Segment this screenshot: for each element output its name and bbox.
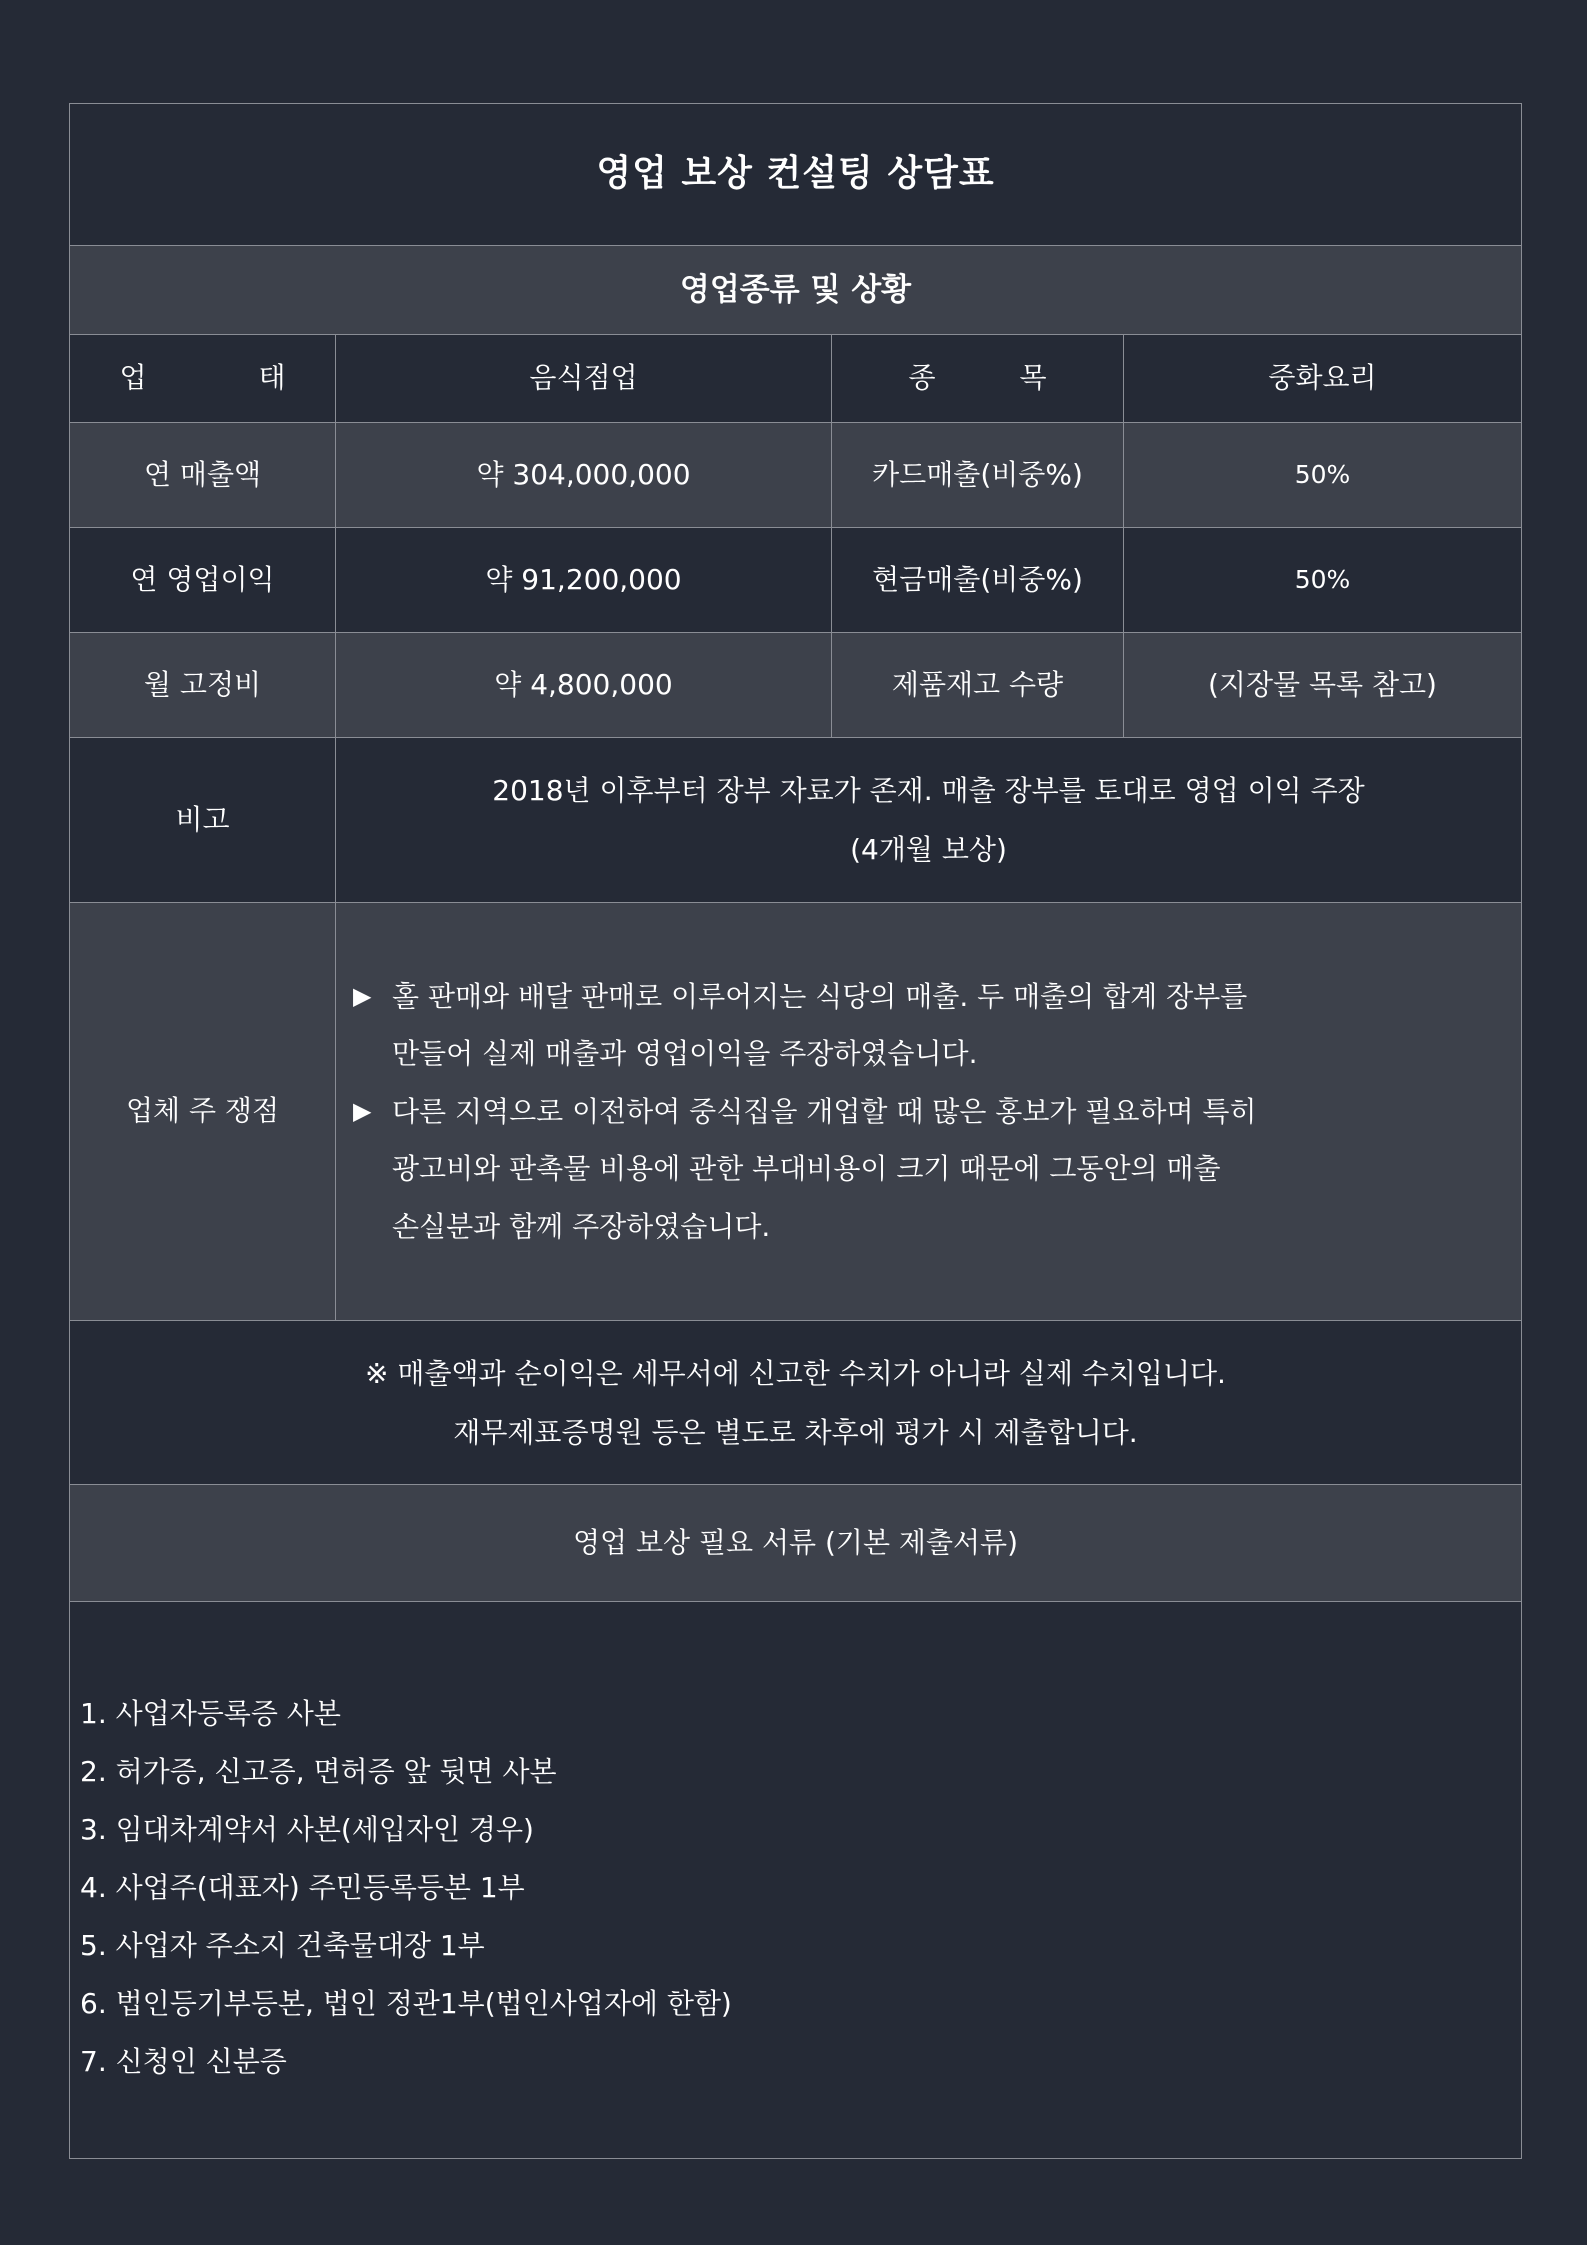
note-line: 재무제표증명원 등은 별도로 차후에 평가 시 제출합니다.	[453, 1415, 1138, 1449]
remarks-row	[70, 738, 1522, 903]
row-value-card-sales: 50%	[1124, 423, 1522, 528]
issue-line: 홀 판매와 배달 판매로 이루어지는 식당의 매출. 두 매출의 합계 장부를	[392, 979, 1248, 1013]
row-value-category: 중화요리	[1124, 335, 1522, 423]
note-row	[70, 1321, 1522, 1485]
list-item: 6. 법인등기부등본, 법인 정관1부(법인사업자에 한함)	[80, 1987, 732, 2020]
remarks-line: 2018년 이후부터 장부 자료가 존재. 매출 장부를 토대로 영업 이익 주장	[492, 774, 1365, 807]
row-value-annual-sales: 약 304,000,000	[336, 423, 832, 528]
row-value-cash-sales: 50%	[1124, 528, 1522, 633]
list-item: 1. 사업자등록증 사본	[80, 1697, 341, 1730]
issue-bullet	[353, 968, 1481, 1083]
row-label-business-type: 업 태	[70, 335, 336, 423]
remarks-line: (4개월 보상)	[850, 833, 1007, 866]
row-label-cash-sales: 현금매출(비중%)	[832, 528, 1124, 633]
remarks-text	[336, 738, 1522, 903]
row-label-annual-profit: 연 영업이익	[70, 528, 336, 633]
annual-sales-row	[70, 423, 1522, 528]
monthly-fixed-cost-row	[70, 633, 1522, 738]
note	[70, 1321, 1522, 1485]
row-value-inventory: (지장물 목록 참고)	[1124, 633, 1522, 738]
remarks-label: 비고	[70, 738, 336, 903]
row-label-card-sales: 카드매출(비중%)	[832, 423, 1124, 528]
issue-text	[392, 968, 1247, 1083]
triangle-bullet-icon: ▶	[353, 1096, 372, 1125]
triangle-bullet-icon: ▶	[353, 981, 372, 1010]
page-title: 영업 보상 컨설팅 상담표	[70, 104, 1522, 246]
list-item: 5. 사업자 주소지 건축물대장 1부	[80, 1929, 485, 1962]
row-label-monthly-fixed-cost: 월 고정비	[70, 633, 336, 738]
documents-list	[70, 1602, 1522, 2159]
row-value-business-type: 음식점업	[336, 335, 832, 423]
section-header-row	[70, 246, 1522, 335]
issues-label: 업체 주 쟁점	[70, 903, 336, 1321]
issue-line: 손실분과 함께 주장하였습니다.	[392, 1209, 771, 1243]
row-label-inventory: 제품재고 수량	[832, 633, 1124, 738]
list-item: 7. 신청인 신분증	[80, 2045, 287, 2078]
business-type-row	[70, 335, 1522, 423]
consulting-sheet	[69, 103, 1522, 2159]
documents-header: 영업 보상 필요 서류 (기본 제출서류)	[70, 1485, 1522, 1602]
documents-header-row	[70, 1485, 1522, 1602]
issue-line: 만들어 실제 매출과 영업이익을 주장하였습니다.	[392, 1037, 978, 1071]
issues-row	[70, 903, 1522, 1321]
documents-list-row	[70, 1602, 1522, 2159]
issue-text	[392, 1083, 1257, 1256]
issue-line: 광고비와 판촉물 비용에 관한 부대비용이 크기 때문에 그동안의 매출	[392, 1152, 1221, 1186]
issue-line: 다른 지역으로 이전하여 중식집을 개업할 때 많은 홍보가 필요하며 특히	[392, 1094, 1257, 1128]
title-row	[70, 104, 1522, 246]
issue-bullet	[353, 1083, 1481, 1256]
row-value-monthly-fixed-cost: 약 4,800,000	[336, 633, 832, 738]
annual-profit-row	[70, 528, 1522, 633]
row-label-annual-sales: 연 매출액	[70, 423, 336, 528]
list-item: 3. 임대차계약서 사본(세입자인 경우)	[80, 1813, 534, 1846]
row-value-annual-profit: 약 91,200,000	[336, 528, 832, 633]
row-label-category: 종 목	[832, 335, 1124, 423]
note-line: ※ 매출액과 순이익은 세무서에 신고한 수치가 아니라 실제 수치입니다.	[365, 1356, 1226, 1390]
list-item: 2. 허가증, 신고증, 면허증 앞 뒷면 사본	[80, 1755, 557, 1788]
section-header: 영업종류 및 상황	[70, 246, 1522, 335]
list-item: 4. 사업주(대표자) 주민등록등본 1부	[80, 1871, 525, 1904]
issues-content	[336, 903, 1522, 1321]
